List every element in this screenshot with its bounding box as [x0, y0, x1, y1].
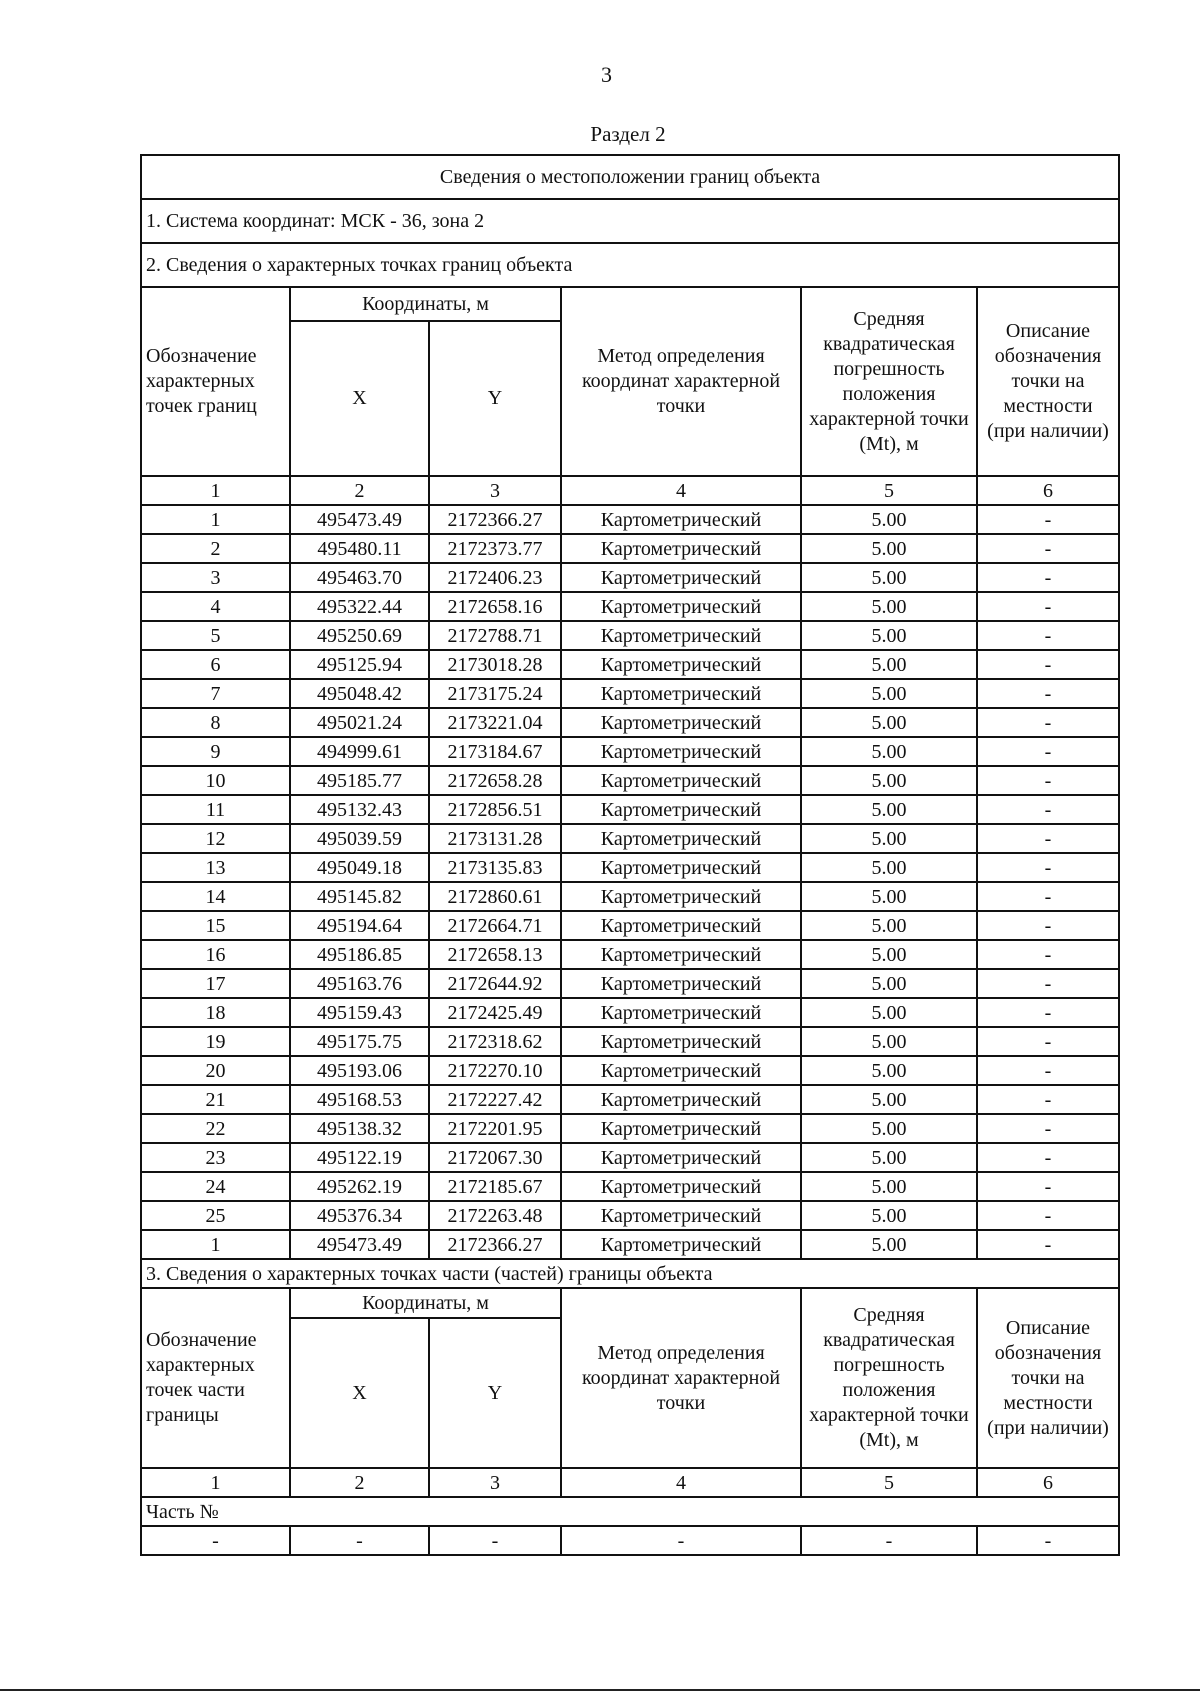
mt-error: 5.00 [801, 1230, 977, 1259]
section3-header-row [141, 1288, 1119, 1318]
section-title: Раздел 2 [590, 122, 666, 146]
method: Картометрический [561, 998, 801, 1027]
point-number: 21 [141, 1085, 290, 1114]
table-row [141, 1085, 1119, 1114]
coord-x: 495168.53 [290, 1085, 429, 1114]
description: - [977, 1201, 1119, 1230]
header-error: Средняя квадратическая погрешность положения характерной точки (Mt), м [801, 287, 977, 476]
description: - [977, 1114, 1119, 1143]
coord-y: 2172856.51 [429, 795, 561, 824]
table-row [141, 1027, 1119, 1056]
table-row [141, 969, 1119, 998]
column-number: 5 [801, 1468, 977, 1497]
point-number: 13 [141, 853, 290, 882]
point-number: 4 [141, 592, 290, 621]
point-number: 19 [141, 1027, 290, 1056]
method: Картометрический [561, 679, 801, 708]
mt-error: 5.00 [801, 766, 977, 795]
coord-y: 2172263.48 [429, 1201, 561, 1230]
mt-error: 5.00 [801, 563, 977, 592]
description: - [977, 737, 1119, 766]
description: - [977, 1172, 1119, 1201]
coord-x: 495473.49 [290, 1230, 429, 1259]
section3-title-row [141, 1259, 1119, 1288]
description: - [977, 534, 1119, 563]
method: Картометрический [561, 795, 801, 824]
table-row [141, 592, 1119, 621]
mt-error: 5.00 [801, 1172, 977, 1201]
coord-x: 495125.94 [290, 650, 429, 679]
column-number: 4 [561, 1468, 801, 1497]
table-row [141, 795, 1119, 824]
description: - [977, 592, 1119, 621]
mt-error: 5.00 [801, 911, 977, 940]
description: - [977, 911, 1119, 940]
method: Картометрический [561, 1172, 801, 1201]
header3-method: Метод определения координат характерной точки [561, 1288, 801, 1468]
point-number: 12 [141, 824, 290, 853]
part-cell: - [561, 1526, 801, 1555]
coord-y: 2172664.71 [429, 911, 561, 940]
description: - [977, 505, 1119, 534]
table-row [141, 911, 1119, 940]
mt-error: 5.00 [801, 1056, 977, 1085]
coord-x: 495194.64 [290, 911, 429, 940]
point-number: 16 [141, 940, 290, 969]
coord-y: 2172644.92 [429, 969, 561, 998]
part-label: Часть № [141, 1497, 1119, 1526]
column-number: 4 [561, 476, 801, 505]
point-number: 8 [141, 708, 290, 737]
table-row [141, 621, 1119, 650]
table-row [141, 1201, 1119, 1230]
coord-y: 2172185.67 [429, 1172, 561, 1201]
coord-y: 2173018.28 [429, 650, 561, 679]
method: Картометрический [561, 1085, 801, 1114]
mt-error: 5.00 [801, 505, 977, 534]
description: - [977, 795, 1119, 824]
coord-x: 495049.18 [290, 853, 429, 882]
column-number: 6 [977, 476, 1119, 505]
table-row [141, 1172, 1119, 1201]
coord-x: 495138.32 [290, 1114, 429, 1143]
table-row [141, 534, 1119, 563]
point-number: 1 [141, 505, 290, 534]
table-row [141, 882, 1119, 911]
header-designation: Обозначение характерных точек границ [141, 287, 290, 476]
method: Картометрический [561, 534, 801, 563]
coord-x: 495039.59 [290, 824, 429, 853]
method: Картометрический [561, 650, 801, 679]
method: Картометрический [561, 592, 801, 621]
coord-y: 2172425.49 [429, 998, 561, 1027]
coord-y: 2172366.27 [429, 505, 561, 534]
table-row [141, 563, 1119, 592]
column-number: 2 [290, 1468, 429, 1497]
point-number: 22 [141, 1114, 290, 1143]
mt-error: 5.00 [801, 1114, 977, 1143]
coord-y: 2172270.10 [429, 1056, 561, 1085]
method: Картометрический [561, 824, 801, 853]
table-row [141, 766, 1119, 795]
method: Картометрический [561, 969, 801, 998]
header3-x: X [290, 1318, 429, 1468]
coord-x: 495480.11 [290, 534, 429, 563]
coord-system: 1. Система координат: МСК - 36, зона 2 [141, 199, 1119, 243]
table-row [141, 824, 1119, 853]
mt-error: 5.00 [801, 824, 977, 853]
coord-x: 495262.19 [290, 1172, 429, 1201]
coord-y: 2172658.28 [429, 766, 561, 795]
boundary-table [140, 154, 1120, 1556]
coord-y: 2173131.28 [429, 824, 561, 853]
table-row [141, 940, 1119, 969]
table-title: Сведения о местоположении границ объекта [141, 155, 1119, 199]
point-number: 3 [141, 563, 290, 592]
coord-x: 495132.43 [290, 795, 429, 824]
method: Картометрический [561, 1114, 801, 1143]
coord-x: 495145.82 [290, 882, 429, 911]
coord-y: 2172788.71 [429, 621, 561, 650]
description: - [977, 1056, 1119, 1085]
coord-y: 2172201.95 [429, 1114, 561, 1143]
method: Картометрический [561, 563, 801, 592]
coord-x: 495186.85 [290, 940, 429, 969]
coord-x: 495250.69 [290, 621, 429, 650]
table-row [141, 1230, 1119, 1259]
part-cell: - [141, 1526, 290, 1555]
method: Картометрический [561, 708, 801, 737]
table-row [141, 650, 1119, 679]
table-row [141, 998, 1119, 1027]
method: Картометрический [561, 766, 801, 795]
point-number: 9 [141, 737, 290, 766]
coord-x: 495122.19 [290, 1143, 429, 1172]
point-number: 18 [141, 998, 290, 1027]
point-number: 2 [141, 534, 290, 563]
point-number: 17 [141, 969, 290, 998]
header3-coordinates: Координаты, м [290, 1288, 561, 1318]
coord-x: 495185.77 [290, 766, 429, 795]
column-number: 3 [429, 476, 561, 505]
description: - [977, 650, 1119, 679]
table-row [141, 1056, 1119, 1085]
table-row [141, 1114, 1119, 1143]
method: Картометрический [561, 853, 801, 882]
column-number: 3 [429, 1468, 561, 1497]
coord-y: 2172658.16 [429, 592, 561, 621]
column-number: 1 [141, 1468, 290, 1497]
mt-error: 5.00 [801, 1085, 977, 1114]
method: Картометрический [561, 1230, 801, 1259]
description: - [977, 1085, 1119, 1114]
coord-y: 2172658.13 [429, 940, 561, 969]
table-row [141, 708, 1119, 737]
description: - [977, 853, 1119, 882]
point-number: 15 [141, 911, 290, 940]
method: Картометрический [561, 1143, 801, 1172]
part-cell: - [977, 1526, 1119, 1555]
part-cell: - [290, 1526, 429, 1555]
point-number: 1 [141, 1230, 290, 1259]
coord-x: 495159.43 [290, 998, 429, 1027]
method: Картометрический [561, 882, 801, 911]
column-number: 2 [290, 476, 429, 505]
description: - [977, 563, 1119, 592]
header-coordinates: Координаты, м [290, 287, 561, 321]
point-number: 5 [141, 621, 290, 650]
mt-error: 5.00 [801, 708, 977, 737]
mt-error: 5.00 [801, 853, 977, 882]
mt-error: 5.00 [801, 592, 977, 621]
point-number: 7 [141, 679, 290, 708]
header3-description: Описание обозначения точки на местности (при наличии) [977, 1288, 1119, 1468]
coord-y: 2172227.42 [429, 1085, 561, 1114]
description: - [977, 998, 1119, 1027]
table-row [141, 505, 1119, 534]
method: Картометрический [561, 1056, 801, 1085]
description: - [977, 708, 1119, 737]
method: Картометрический [561, 1201, 801, 1230]
point-number: 14 [141, 882, 290, 911]
coord-x: 494999.61 [290, 737, 429, 766]
coord-x: 495175.75 [290, 1027, 429, 1056]
coord-x: 495473.49 [290, 505, 429, 534]
part-row [141, 1526, 1119, 1555]
mt-error: 5.00 [801, 882, 977, 911]
point-number: 6 [141, 650, 290, 679]
coord-y: 2172366.27 [429, 1230, 561, 1259]
coord-x: 495163.76 [290, 969, 429, 998]
part-cell: - [429, 1526, 561, 1555]
coord-x: 495322.44 [290, 592, 429, 621]
point-number: 11 [141, 795, 290, 824]
header-x: X [290, 321, 429, 476]
header3-designation: Обозначение характерных точек части границы [141, 1288, 290, 1468]
section2-title: 2. Сведения о характерных точках границ объекта [141, 243, 1119, 287]
coord-x: 495048.42 [290, 679, 429, 708]
coord-y: 2172373.77 [429, 534, 561, 563]
header-y: Y [429, 321, 561, 476]
coord-y: 2173175.24 [429, 679, 561, 708]
point-number: 23 [141, 1143, 290, 1172]
mt-error: 5.00 [801, 1201, 977, 1230]
coord-y: 2173184.67 [429, 737, 561, 766]
column-number: 1 [141, 476, 290, 505]
mt-error: 5.00 [801, 621, 977, 650]
coord-x: 495021.24 [290, 708, 429, 737]
description: - [977, 621, 1119, 650]
table-row [141, 1143, 1119, 1172]
header-description: Описание обозначения точки на местности (при наличии) [977, 287, 1119, 476]
coord-y: 2172860.61 [429, 882, 561, 911]
coord-y: 2173221.04 [429, 708, 561, 737]
mt-error: 5.00 [801, 1143, 977, 1172]
mt-error: 5.00 [801, 534, 977, 563]
method: Картометрический [561, 737, 801, 766]
column-numbers-row [141, 476, 1119, 505]
part-label-row [141, 1497, 1119, 1526]
header-method: Метод определения координат характерной точки [561, 287, 801, 476]
part-cell: - [801, 1526, 977, 1555]
coord-y: 2172067.30 [429, 1143, 561, 1172]
mt-error: 5.00 [801, 795, 977, 824]
header3-y: Y [429, 1318, 561, 1468]
coord-y: 2172406.23 [429, 563, 561, 592]
description: - [977, 824, 1119, 853]
coord-x: 495193.06 [290, 1056, 429, 1085]
mt-error: 5.00 [801, 940, 977, 969]
description: - [977, 679, 1119, 708]
point-number: 24 [141, 1172, 290, 1201]
method: Картометрический [561, 911, 801, 940]
point-number: 25 [141, 1201, 290, 1230]
description: - [977, 1027, 1119, 1056]
mt-error: 5.00 [801, 679, 977, 708]
column-number: 5 [801, 476, 977, 505]
method: Картометрический [561, 505, 801, 534]
coord-y: 2173135.83 [429, 853, 561, 882]
mt-error: 5.00 [801, 737, 977, 766]
description: - [977, 969, 1119, 998]
coord-x: 495463.70 [290, 563, 429, 592]
description: - [977, 766, 1119, 795]
table-row [141, 679, 1119, 708]
page-number: 3 [601, 62, 612, 87]
method: Картометрический [561, 940, 801, 969]
description: - [977, 1143, 1119, 1172]
method: Картометрический [561, 621, 801, 650]
table-row [141, 737, 1119, 766]
coord-y: 2172318.62 [429, 1027, 561, 1056]
mt-error: 5.00 [801, 650, 977, 679]
column-numbers3-row [141, 1468, 1119, 1497]
description: - [977, 940, 1119, 969]
point-number: 10 [141, 766, 290, 795]
description: - [977, 882, 1119, 911]
mt-error: 5.00 [801, 998, 977, 1027]
point-number: 20 [141, 1056, 290, 1085]
coord-x: 495376.34 [290, 1201, 429, 1230]
mt-error: 5.00 [801, 1027, 977, 1056]
column-number: 6 [977, 1468, 1119, 1497]
description: - [977, 1230, 1119, 1259]
section3-title: 3. Сведения о характерных точках части (частей) границы объекта [141, 1259, 1119, 1288]
bottom-rule [0, 1689, 1200, 1691]
header3-error: Средняя квадратическая погрешность положения характерной точки (Mt), м [801, 1288, 977, 1468]
table-row [141, 853, 1119, 882]
mt-error: 5.00 [801, 969, 977, 998]
method: Картометрический [561, 1027, 801, 1056]
